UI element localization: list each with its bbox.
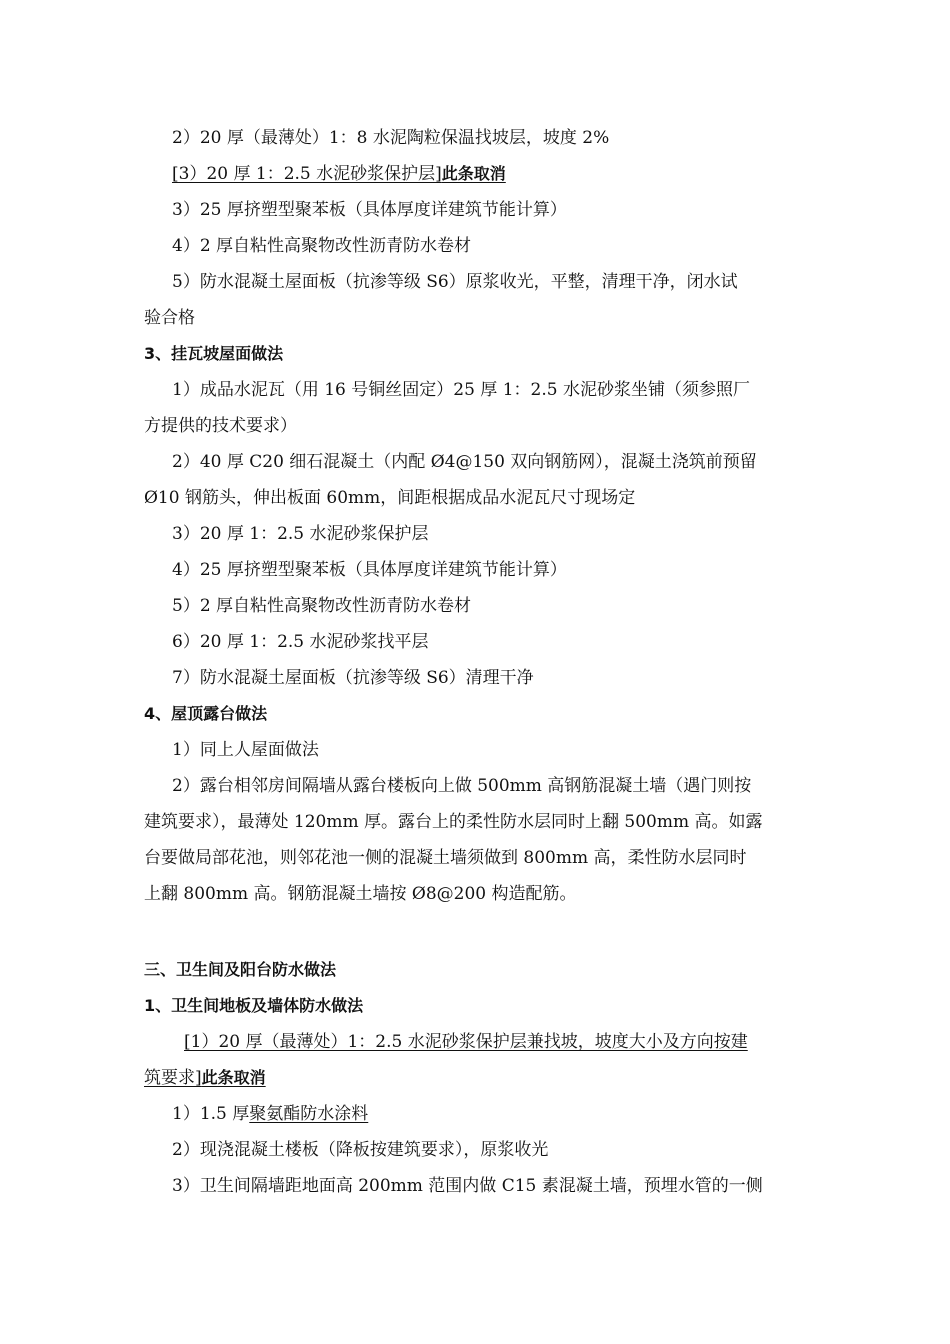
- cancelled-flat-roof-item-3: [144, 156, 809, 192]
- cancelled-item-text: [3）20 厚 1：2.5 水泥砂浆保护层]: [172, 164, 442, 184]
- bathroom-item-1-material: 聚氨酯防水涂料: [249, 1104, 369, 1124]
- tile-roof-item-6: 6）20 厚 1：2.5 水泥砂浆找平层: [172, 632, 429, 652]
- terrace-item-2-line-4: 上翻 800mm 高。钢筋混凝土墙按 Ø8@200 构造配筋。: [144, 884, 577, 904]
- cancelled-note: 此条取消: [441, 164, 506, 183]
- cancelled-note: 此条取消: [201, 1068, 266, 1087]
- flat-roof-item-3: 3）25 厚挤塑型聚苯板（具体厚度详建筑节能计算）: [172, 200, 567, 220]
- flat-roof-item-5-line-1: 5）防水混凝土屋面板（抗渗等级 S6）原浆收光，平整，清理干净，闭水试: [172, 272, 738, 292]
- tile-roof-item-1-line-2: 方提供的技术要求）: [144, 416, 297, 436]
- terrace-item-2-line-3: 台要做局部花池，则邻花池一侧的混凝土墙须做到 800mm 高，柔性防水层同时: [144, 848, 747, 868]
- tile-roof-item-4: 4）25 厚挤塑型聚苯板（具体厚度详建筑节能计算）: [172, 560, 567, 580]
- tile-roof-item-7: 7）防水混凝土屋面板（抗渗等级 S6）清理干净: [172, 668, 534, 688]
- cancelled-item-text-continuation: 筑要求]: [144, 1068, 202, 1088]
- terrace-heading: 4、屋顶露台做法: [144, 704, 268, 723]
- tile-roof-item-2-line-1: 2）40 厚 C20 细石混凝土（内配 Ø4@150 双向钢筋网），混凝土浇筑前预留: [172, 452, 757, 472]
- flat-roof-item-5-line-2: 验合格: [144, 308, 195, 328]
- tile-roof-item-3: 3）20 厚 1：2.5 水泥砂浆保护层: [172, 524, 429, 544]
- bathroom-item-2: 2）现浇混凝土楼板（降板按建筑要求），原浆收光: [172, 1140, 549, 1160]
- bathroom-item-1: [144, 1096, 809, 1132]
- bathroom-item-1-prefix: 1）1.5 厚: [172, 1104, 250, 1124]
- tile-roof-item-5: 5）2 厚自粘性高聚物改性沥青防水卷材: [172, 596, 472, 616]
- terrace-item-2-line-2: 建筑要求），最薄处 120mm 厚。露台上的柔性防水层同时上翻 500mm 高。如露: [144, 812, 763, 832]
- bathroom-subheading: 1、卫生间地板及墙体防水做法: [144, 996, 364, 1015]
- cancelled-bathroom-item-1-line-2: [144, 1060, 809, 1096]
- terrace-item-2-line-1: 2）露台相邻房间隔墙从露台楼板向上做 500mm 高钢筋混凝土墙（遇门则按: [172, 776, 752, 796]
- tile-roof-item-2-line-2: Ø10 钢筋头，伸出板面 60mm，间距根据成品水泥瓦尺寸现场定: [144, 488, 636, 508]
- cancelled-item-text: [1）20 厚（最薄处）1：2.5 水泥砂浆保护层兼找坡，坡度大小及方向按建: [184, 1032, 748, 1052]
- bathroom-section-heading: 三、卫生间及阳台防水做法: [144, 960, 337, 979]
- flat-roof-item-4: 4）2 厚自粘性高聚物改性沥青防水卷材: [172, 236, 472, 256]
- flat-roof-item-2: 2）20 厚（最薄处）1：8 水泥陶粒保温找坡层，坡度 2%: [172, 128, 610, 148]
- tile-roof-heading: 3、挂瓦坡屋面做法: [144, 344, 284, 363]
- tile-roof-item-1-line-1: 1）成品水泥瓦（用 16 号铜丝固定）25 厚 1：2.5 水泥砂浆坐铺（须参照厂: [172, 380, 750, 400]
- cancelled-bathroom-item-1-line-1: [144, 1024, 809, 1060]
- bathroom-item-3: 3）卫生间隔墙距地面高 200mm 范围内做 C15 素混凝土墙，预埋水管的一侧: [172, 1176, 763, 1196]
- terrace-item-1: 1）同上人屋面做法: [172, 740, 319, 760]
